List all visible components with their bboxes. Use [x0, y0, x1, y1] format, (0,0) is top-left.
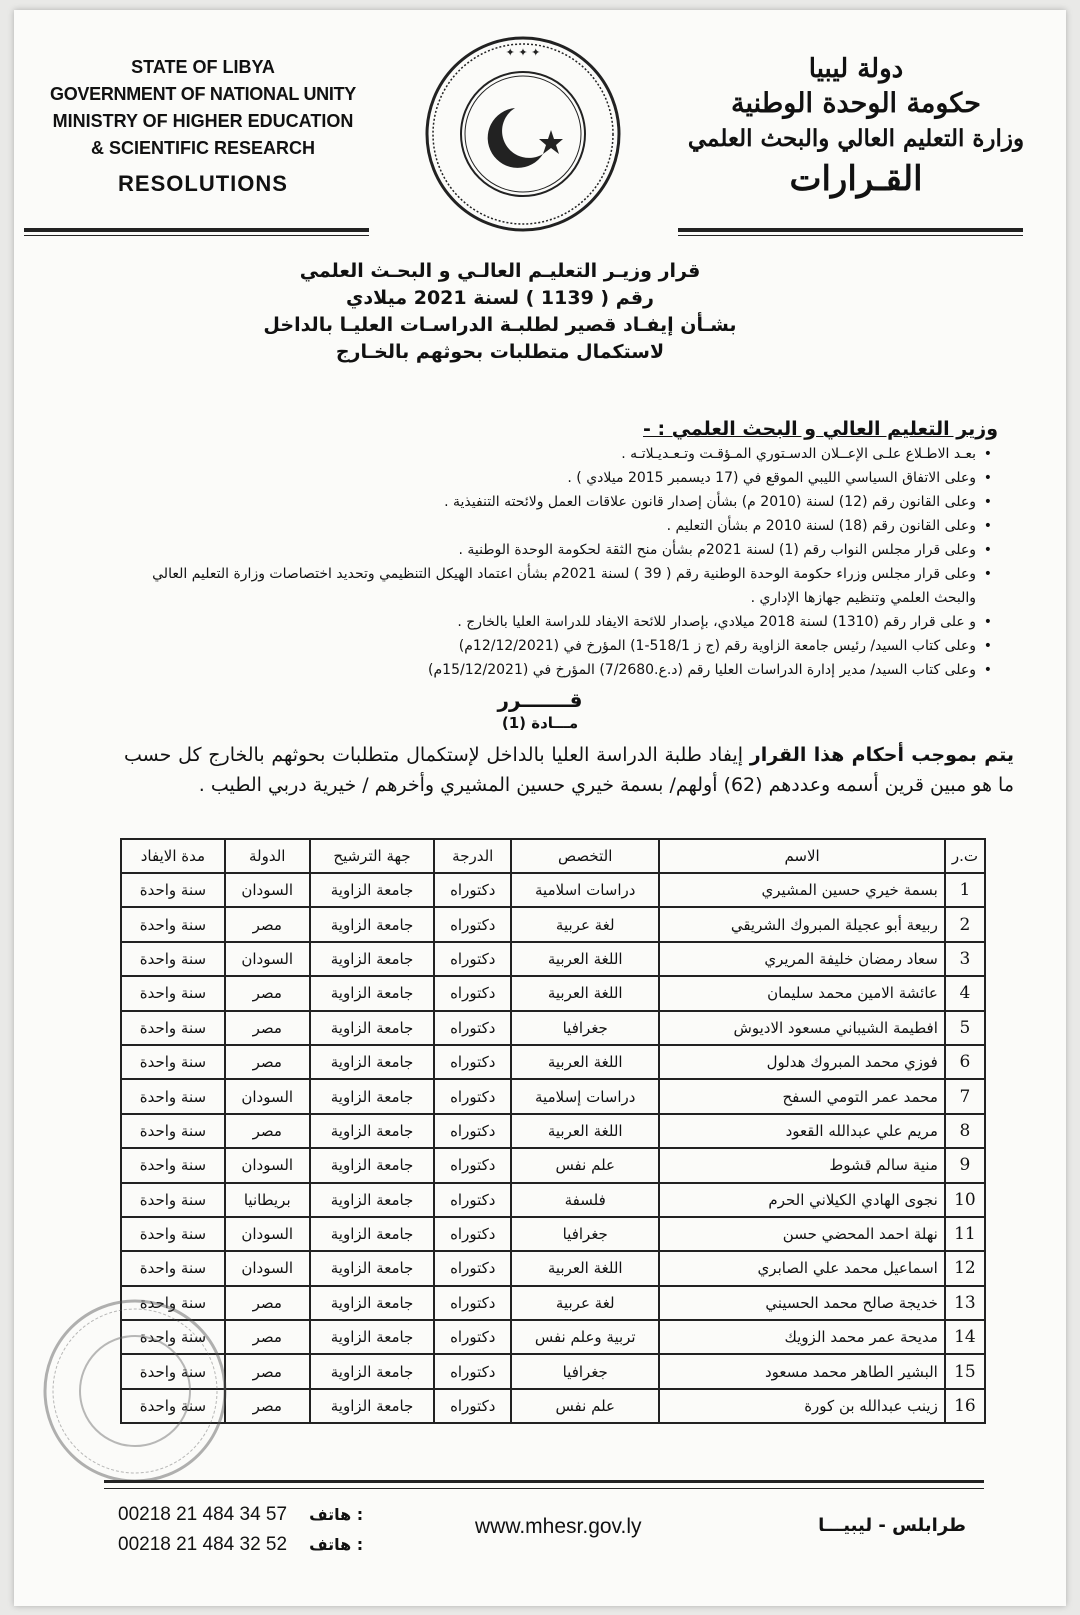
cell-nominating-body: جامعة الزاوية: [310, 1011, 435, 1045]
government-emblem-seal: [423, 34, 623, 234]
cell-name: منية سالم قشوط: [659, 1148, 945, 1182]
article-text-lead: يتم بموجب أحكام هذا القرار: [749, 744, 1014, 766]
cell-specialization: دراسات إسلامية: [511, 1079, 659, 1113]
cell-name: فوزي محمد المبروك هدلول: [659, 1045, 945, 1079]
cell-name: اسماعيل محمد علي الصابري: [659, 1251, 945, 1285]
cell-duration: سنة واحدة: [121, 1320, 225, 1354]
preamble-heading: وزير التعليم العالي و البحث العلمي : -: [643, 418, 998, 440]
column-header-country: الدولة: [225, 839, 310, 873]
table-row: [121, 1079, 985, 1113]
cell-duration: سنة واحدة: [121, 1354, 225, 1388]
cell-degree: دكتوراه: [434, 1148, 511, 1182]
cell-serial: 9: [945, 1148, 985, 1182]
phone-numbers: [118, 1500, 363, 1560]
title-line-2: رقم ( 1139 ) لسنة 2021 ميلادي: [346, 287, 654, 309]
preamble-item: • وعلى القانون رقم (18) لسنة 2010 م بشأن التعليم .: [120, 514, 976, 538]
cell-specialization: اللغة العربية: [511, 1251, 659, 1285]
cell-country: مصر: [225, 907, 310, 941]
cell-country: مصر: [225, 1320, 310, 1354]
cell-specialization: لغة عربية: [511, 907, 659, 941]
cell-country: مصر: [225, 976, 310, 1010]
column-header-specialization: التخصص: [511, 839, 659, 873]
table-row: [121, 942, 985, 976]
table-row: [121, 873, 985, 907]
preamble-item: • وعلى كتاب السيد/ مدير إدارة الدراسات العليا رقم (د.ع.7/2680) المؤرخ في (15/12/2021م): [120, 658, 976, 682]
table-row: [121, 1045, 985, 1079]
resolution-title: [200, 258, 800, 366]
cell-nominating-body: جامعة الزاوية: [310, 873, 435, 907]
cell-specialization: اللغة العربية: [511, 942, 659, 976]
cell-name: ربيعة أبو عجيلة المبروك الشريقي: [659, 907, 945, 941]
cell-degree: دكتوراه: [434, 1114, 511, 1148]
cell-nominating-body: جامعة الزاوية: [310, 1389, 435, 1423]
cell-nominating-body: جامعة الزاوية: [310, 1148, 435, 1182]
preamble-item: • و على قرار رقم (1310) لسنة 2018 ميلادي، بإصدار للائحة الايفاد للدراسة العليا بالخارج .: [120, 610, 976, 634]
cell-serial: 3: [945, 942, 985, 976]
table-row: [121, 1354, 985, 1388]
phone-number-2: 00218 21 484 32 52: [118, 1534, 288, 1555]
table-row: [121, 907, 985, 941]
table-row: [121, 1011, 985, 1045]
cell-serial: 13: [945, 1286, 985, 1320]
table-row: [121, 976, 985, 1010]
footer-rule: [104, 1480, 984, 1483]
cell-name: افطيمة الشيباني مسعود الاديوش: [659, 1011, 945, 1045]
state-name-ar: دولة ليبيا: [808, 54, 904, 84]
cell-duration: سنة واحدة: [121, 976, 225, 1010]
table-body: [121, 873, 985, 1423]
cell-degree: دكتوراه: [434, 1079, 511, 1113]
cell-duration: سنة واحدة: [121, 942, 225, 976]
cell-degree: دكتوراه: [434, 1217, 511, 1251]
phone-label-1: هاتف :: [309, 1505, 364, 1524]
header-rule-right: [678, 228, 1023, 232]
cell-country: السودان: [225, 942, 310, 976]
title-line-4: لاستكمال متطلبات بحوثهم بالخـارج: [335, 341, 665, 363]
preamble-list: [120, 442, 1010, 682]
cell-country: مصر: [225, 1286, 310, 1320]
cell-specialization: جغرافيا: [511, 1217, 659, 1251]
table-row: [121, 1183, 985, 1217]
cell-degree: دكتوراه: [434, 907, 511, 941]
cell-degree: دكتوراه: [434, 976, 511, 1010]
cell-serial: 8: [945, 1114, 985, 1148]
cell-serial: 6: [945, 1045, 985, 1079]
cell-specialization: اللغة العربية: [511, 1114, 659, 1148]
column-header-degree: الدرجة: [434, 839, 511, 873]
preamble-item: • وعلى الاتفاق السياسي الليبي الموقع في (17 ديسمبر 2015 ميلادي ) .: [120, 466, 976, 490]
cell-serial: 14: [945, 1320, 985, 1354]
cell-specialization: جغرافيا: [511, 1011, 659, 1045]
cell-nominating-body: جامعة الزاوية: [310, 1354, 435, 1388]
column-header-serial: ت.ر: [945, 839, 985, 873]
cell-duration: سنة واحدة: [121, 1183, 225, 1217]
cell-duration: سنة واحدة: [121, 1011, 225, 1045]
section-name-en: RESOLUTIONS: [118, 171, 288, 196]
ministry-website: www.mhesr.gov.ly: [475, 1515, 642, 1538]
article-text-rest: إيفاد طلبة الدراسة العليا بالداخل لإستكمال متطلبات بحوثهم بالخارج كل حسب ما هو مبين قرين أسمه وعددهم (62) أولهم/ بسمة خيري حسين المشيري وأخرهم / خيرية دربي الطيب .: [124, 744, 1014, 796]
cell-nominating-body: جامعة الزاوية: [310, 1114, 435, 1148]
english-letterhead: [28, 54, 378, 197]
cell-country: السودان: [225, 873, 310, 907]
cell-duration: سنة واحدة: [121, 1114, 225, 1148]
title-line-1: قرار وزيـر التعليـم العالـي و البحـث العلمي: [299, 260, 701, 282]
cell-country: السودان: [225, 1079, 310, 1113]
cell-name: عائشة الامين محمد سليمان: [659, 976, 945, 1010]
table-row: [121, 1148, 985, 1182]
header-rule-left: [24, 228, 369, 232]
column-header-name: الاسم: [659, 839, 945, 873]
cell-nominating-body: جامعة الزاوية: [310, 1320, 435, 1354]
cell-degree: دكتوراه: [434, 1286, 511, 1320]
preamble: [120, 418, 1010, 682]
ministry-name-ar: وزارة التعليم العالي والبحث العلمي: [687, 125, 1025, 152]
table-row: [121, 1251, 985, 1285]
cell-duration: سنة واحدة: [121, 1045, 225, 1079]
cell-name: نهلة احمد المحضي حسن: [659, 1217, 945, 1251]
preamble-item: • بعـد الاطـلاع علـى الإعــلان الدسـتوري المـؤقـت وتـعـديـلاتـه .: [120, 442, 976, 466]
preamble-item: • وعلى كتاب السيد/ رئيس جامعة الزاوية رقم (ج ز 518/1-1) المؤرخ في (12/12/2021م): [120, 634, 976, 658]
ministry-name-en-line2: & SCIENTIFIC RESEARCH: [90, 138, 315, 158]
cell-specialization: علم نفس: [511, 1389, 659, 1423]
column-header-nominating-body: جهة الترشيح: [310, 839, 435, 873]
preamble-item: • وعلى قرار مجلس وزراء حكومة الوحدة الوطنية رقم ( 39 ) لسنة 2021م بشأن اعتماد الهيكل التنظيمي وتحديد اختصاصات وزارة التعليم العالي والبحث العلمي وتنظيم جهازها الإداري .: [120, 562, 976, 610]
cell-duration: سنة واحدة: [121, 1079, 225, 1113]
column-header-duration: مدة الايفاد: [121, 839, 225, 873]
cell-name: مديحة عمر محمد الزويك: [659, 1320, 945, 1354]
phone-label-2: هاتف :: [309, 1535, 364, 1554]
preamble-item: • وعلى قرار مجلس النواب رقم (1) لسنة 2021م بشأن منح الثقة لحكومة الوحدة الوطنية .: [120, 538, 976, 562]
cell-name: زينب عبدالله بن كورة: [659, 1389, 945, 1423]
cell-serial: 11: [945, 1217, 985, 1251]
cell-country: مصر: [225, 1354, 310, 1388]
city-address: طرابلس - ليبيـــا: [818, 1515, 966, 1536]
cell-country: مصر: [225, 1045, 310, 1079]
table-row: [121, 1217, 985, 1251]
cell-duration: سنة واحدة: [121, 1217, 225, 1251]
cell-specialization: علم نفس: [511, 1148, 659, 1182]
cell-specialization: اللغة العربية: [511, 976, 659, 1010]
header-rule-left-thin: [24, 235, 369, 236]
cell-name: نجوى الهادي الكيلاني الحرم: [659, 1183, 945, 1217]
section-name-ar: القـرارات: [789, 159, 923, 199]
cell-serial: 4: [945, 976, 985, 1010]
cell-serial: 12: [945, 1251, 985, 1285]
cell-serial: 10: [945, 1183, 985, 1217]
government-name-ar: حكومة الوحدة الوطنية: [731, 88, 981, 119]
cell-duration: سنة واحدة: [121, 873, 225, 907]
cell-country: السودان: [225, 1251, 310, 1285]
cell-name: مريم علي عبدالله القعود: [659, 1114, 945, 1148]
cell-nominating-body: جامعة الزاوية: [310, 1183, 435, 1217]
cell-degree: دكتوراه: [434, 1389, 511, 1423]
cell-serial: 5: [945, 1011, 985, 1045]
ministry-name-en-line1: MINISTRY OF HIGHER EDUCATION: [52, 111, 354, 131]
cell-degree: دكتوراه: [434, 1011, 511, 1045]
cell-degree: دكتوراه: [434, 1045, 511, 1079]
cell-duration: سنة واحدة: [121, 907, 225, 941]
footer-rule-thin: [104, 1488, 984, 1489]
cell-name: سعاد رمضان خليفة المريري: [659, 942, 945, 976]
government-name-en: GOVERNMENT OF NATIONAL UNITY: [50, 84, 356, 104]
cell-country: مصر: [225, 1011, 310, 1045]
cell-duration: سنة واحدة: [121, 1251, 225, 1285]
nominees-table: [120, 838, 986, 1424]
cell-name: بسمة خيري حسين المشيري: [659, 873, 945, 907]
cell-country: مصر: [225, 1389, 310, 1423]
table-row: [121, 1389, 985, 1423]
cell-duration: سنة واحدة: [121, 1148, 225, 1182]
table-row: [121, 1320, 985, 1354]
arabic-letterhead: [676, 52, 1036, 202]
cell-degree: دكتوراه: [434, 1354, 511, 1388]
cell-degree: دكتوراه: [434, 942, 511, 976]
cell-serial: 16: [945, 1389, 985, 1423]
cell-duration: سنة واحدة: [121, 1286, 225, 1320]
preamble-item: • وعلى القانون رقم (12) لسنة (2010 م) بشأن إصدار قانون علاقات العمل ولائحته التنفيذية .: [120, 490, 976, 514]
cell-country: مصر: [225, 1114, 310, 1148]
article-label: مـــادة (1): [501, 714, 579, 732]
cell-specialization: جغرافيا: [511, 1354, 659, 1388]
cell-name: البشير الطاهر محمد مسعود: [659, 1354, 945, 1388]
cell-country: السودان: [225, 1217, 310, 1251]
cell-degree: دكتوراه: [434, 1251, 511, 1285]
cell-serial: 1: [945, 873, 985, 907]
cell-nominating-body: جامعة الزاوية: [310, 1217, 435, 1251]
table-row: [121, 1286, 985, 1320]
cell-specialization: فلسفة: [511, 1183, 659, 1217]
cell-serial: 7: [945, 1079, 985, 1113]
cell-nominating-body: جامعة الزاوية: [310, 907, 435, 941]
cell-nominating-body: جامعة الزاوية: [310, 1079, 435, 1113]
cell-name: خديجة صالح محمد الحسيني: [659, 1286, 945, 1320]
cell-country: بريطانيا: [225, 1183, 310, 1217]
cell-degree: دكتوراه: [434, 873, 511, 907]
cell-nominating-body: جامعة الزاوية: [310, 1286, 435, 1320]
cell-name: محمد عمر التومي السفح: [659, 1079, 945, 1113]
cell-nominating-body: جامعة الزاوية: [310, 1251, 435, 1285]
cell-degree: دكتوراه: [434, 1183, 511, 1217]
cell-specialization: اللغة العربية: [511, 1045, 659, 1079]
cell-specialization: تربية وعلم نفس: [511, 1320, 659, 1354]
phone-number-1: 00218 21 484 34 57: [118, 1504, 288, 1525]
cell-nominating-body: جامعة الزاوية: [310, 976, 435, 1010]
state-name-en: STATE OF LIBYA: [131, 57, 275, 77]
table-row: [121, 1114, 985, 1148]
cell-specialization: لغة عربية: [511, 1286, 659, 1320]
cell-nominating-body: جامعة الزاوية: [310, 1045, 435, 1079]
ministry-stamp: [40, 1296, 230, 1486]
cell-nominating-body: جامعة الزاوية: [310, 942, 435, 976]
cell-serial: 2: [945, 907, 985, 941]
header-rule-right-thin: [678, 235, 1023, 236]
svg-text:✦ ✦ ✦: ✦ ✦ ✦: [505, 46, 541, 59]
article-text: [124, 740, 1014, 800]
cell-serial: 15: [945, 1354, 985, 1388]
cell-specialization: دراسات اسلامية: [511, 873, 659, 907]
table-header-row: [121, 839, 985, 873]
cell-country: السودان: [225, 1148, 310, 1182]
decree-label: قـــــــرر: [497, 688, 583, 712]
cell-degree: دكتوراه: [434, 1320, 511, 1354]
cell-duration: سنة واحدة: [121, 1389, 225, 1423]
title-line-3: بشـأن إيفـاد قصير لطلبـة الدراسـات العليـا بالداخل: [263, 314, 737, 336]
